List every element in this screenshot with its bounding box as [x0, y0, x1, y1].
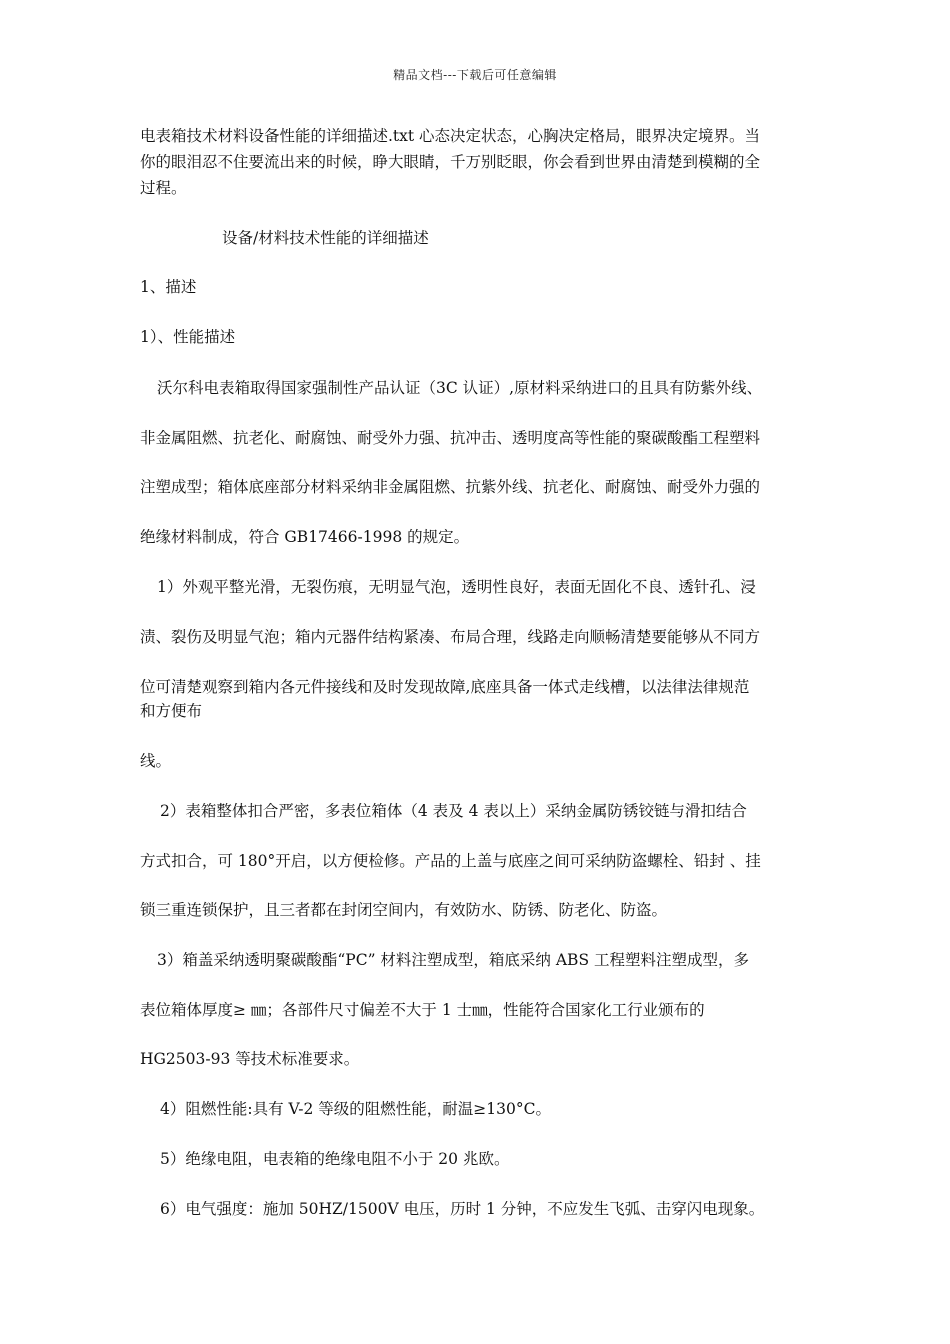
text-line: 锁三重连锁保护，且三者都在封闭空间内，有效防水、防锈、防老化、防盗。 — [140, 901, 668, 919]
text-line: 注塑成型；箱体底座部分材料采纳非金属阻燃、抗紫外线、抗老化、耐腐蚀、耐受外力强的 — [140, 478, 761, 496]
text-line: 非金属阻燃、抗老化、耐腐蚀、耐受外力强、抗冲击、透明度高等性能的聚碳酸酯工程塑料 — [140, 429, 761, 447]
text-line: 位可清楚观察到箱内各元件接线和及时发现故障,底座具备一体式走线槽，以法律法律规范 — [140, 678, 750, 696]
text-line: 4）阻燃性能:具有 V-2 等级的阻燃性能，耐温≥130°C。 — [160, 1100, 551, 1118]
page-header: 精品文档---下载后可任意编辑 — [393, 68, 557, 82]
text-line: 你的眼泪忍不住要流出来的时候，睁大眼睛，千万别眨眼，你会看到世界由清楚到模糊的全 — [140, 153, 761, 171]
text-line: 3）箱盖采纳透明聚碳酸酯“PC” 材料注塑成型，箱底采纳 ABS 工程塑料注塑成型，多 — [157, 951, 749, 969]
text-line: 5）绝缘电阻，电表箱的绝缘电阻不小于 20 兆欧。 — [160, 1150, 510, 1168]
text-line: 6）电气强度：施加 50HZ/1500V 电压，历时 1 分钟，不应发生飞弧、击穿闪电现象。 — [160, 1200, 765, 1218]
text-line: 线。 — [140, 752, 172, 770]
text-line: 1）外观平整光滑，无裂伤痕，无明显气泡，透明性良好，表面无固化不良、透针孔、浸 — [157, 578, 756, 596]
text-line: 2）表箱整体扣合严密，多表位箱体（4 表及 4 表以上）采纳金属防锈铰链与滑扣结合 — [160, 802, 747, 820]
text-line: 表位箱体厚度≥ ㎜；各部件尺寸偏差不大于 1 士㎜，性能符合国家化工行业颁布的 — [140, 1001, 705, 1019]
text-line: 沃尔科电表箱取得国家强制性产品认证（3C 认证）,原材料采纳进口的且具有防紫外线、 — [157, 379, 763, 397]
text-line: HG2503-93 等技术标准要求。 — [140, 1050, 360, 1068]
text-line: 和方便布 — [140, 702, 203, 720]
text-line: 绝缘材料制成，符合 GB17466-1998 的规定。 — [140, 528, 470, 546]
subsection-heading: 1）、性能描述 — [140, 328, 236, 346]
text-line: 方式扣合，可 180°开启，以方便检修。产品的上盖与底座之间可采纳防盗螺栓、铅封 、挂 — [140, 852, 761, 870]
text-line: 过程。 — [140, 179, 187, 197]
section-heading: 1、描述 — [140, 278, 197, 296]
section-title: 设备/材料技术性能的详细描述 — [222, 229, 429, 247]
text-line: 渍、裂伤及明显气泡；箱内元器件结构紧凑、布局合理，线路走向顺畅清楚要能够从不同方 — [140, 628, 761, 646]
text-line: 电表箱技术材料设备性能的详细描述.txt 心态决定状态，心胸决定格局，眼界决定境界。当 — [140, 127, 761, 145]
